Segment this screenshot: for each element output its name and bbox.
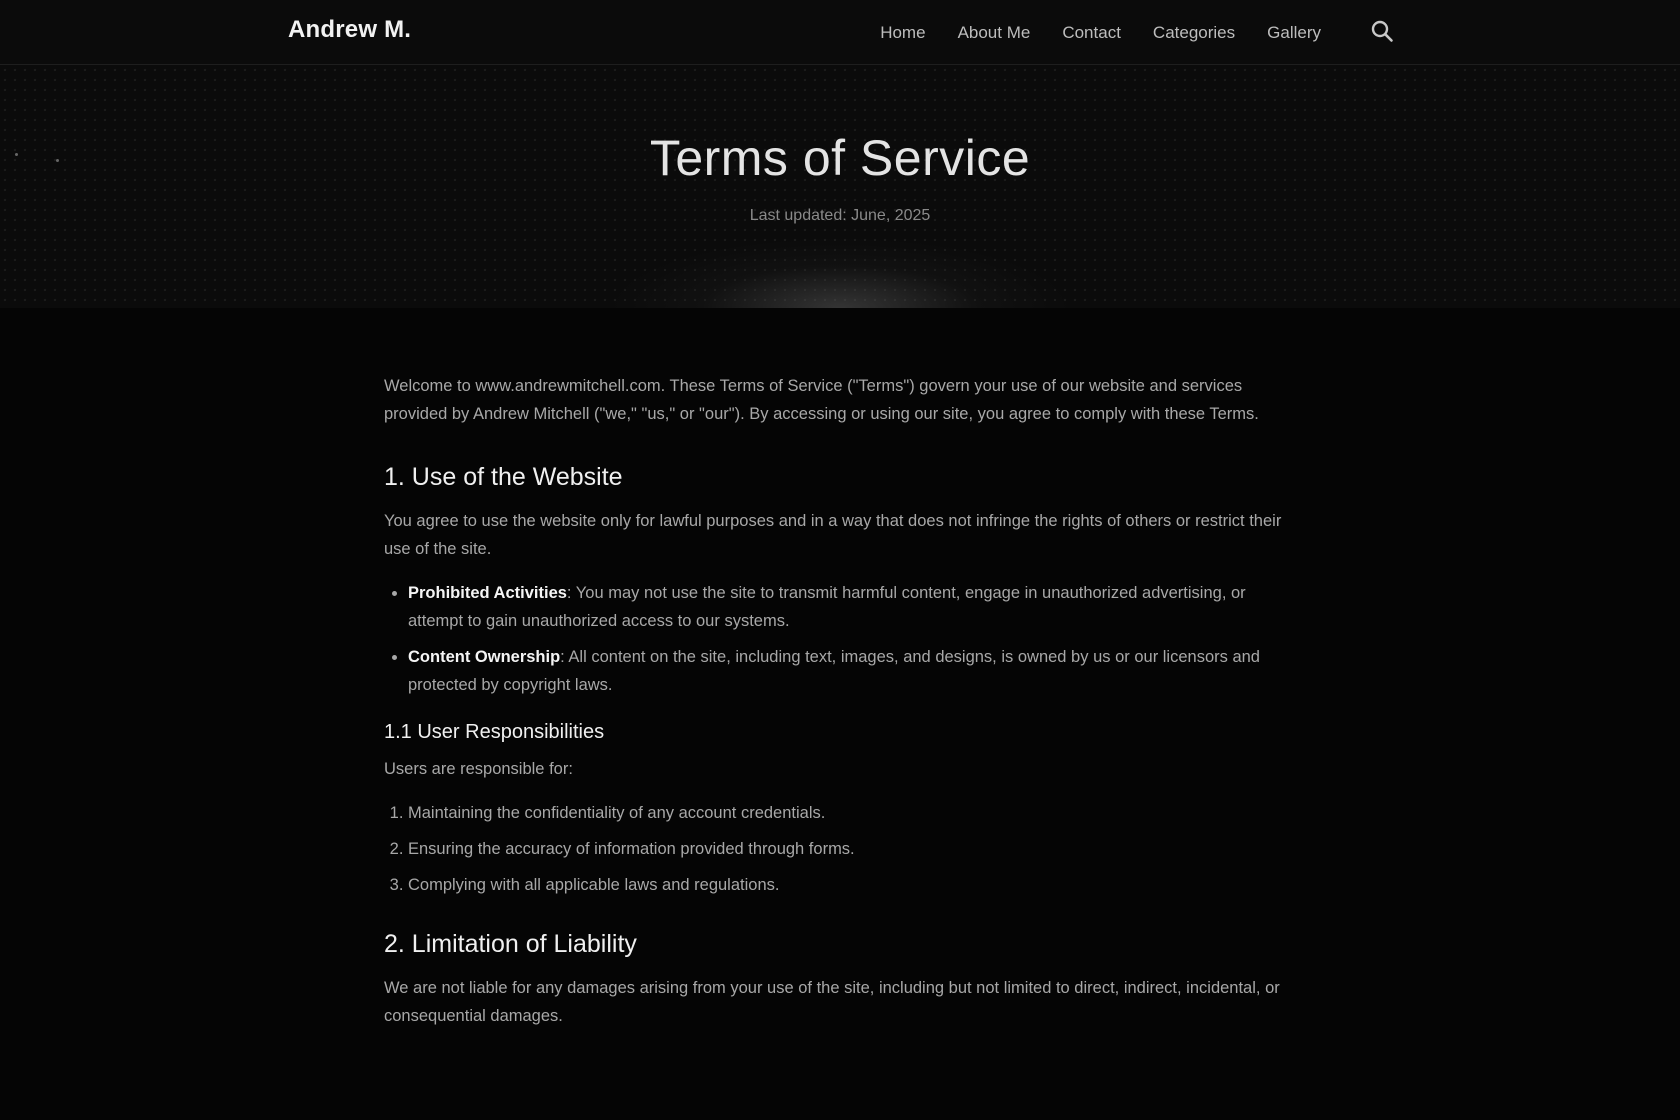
last-updated-text: Last updated: June, 2025 (749, 207, 931, 224)
list-item: 2. Ensuring the accuracy of information provided through forms. (408, 835, 1302, 863)
bullet-text: : You may not use the site to transmit harmful content, engage in unauthorized advertising, or attempt to gain unauthorized access to our systems. (408, 584, 1246, 630)
site-brand-link[interactable]: Andrew M. (288, 16, 412, 43)
subsection-heading-user-responsibilities: 1.1 User Responsibilities (384, 721, 605, 743)
page-title: Terms of Service (649, 130, 1031, 186)
list-item: 1. Maintaining the confidentiality of any account credentials. (408, 799, 1302, 827)
list-item: 3. Complying with all applicable laws and regulations. (408, 871, 1302, 899)
nav-gallery-link[interactable]: Gallery (1267, 22, 1321, 42)
main-nav (880, 0, 1321, 65)
responsibilities-intro: Users are responsible for: (384, 760, 573, 778)
search-icon (1370, 19, 1394, 43)
section-use-text: You agree to use the website only for lawful purposes and in a way that does not infringe the rights of others or restrict their use of the site. (384, 512, 1282, 558)
list-item (408, 643, 1302, 699)
intro-paragraph: Welcome to www.andrewmitchell.com. These Terms of Service ("Terms") govern your use of our website and services provided by Andrew Mitchell ("we," "us," or "our"). By accessing or using our site, you agree to comply with these Terms. (384, 377, 1259, 423)
section-heading-use-of-website: 1. Use of the Website (384, 463, 623, 491)
page-hero (0, 65, 1680, 308)
top-navigation-bar (0, 0, 1680, 65)
nav-contact-link[interactable]: Contact (1062, 22, 1121, 42)
terms-content (384, 372, 1302, 1030)
list-item (408, 579, 1302, 635)
liability-text: We are not liable for any damages arising from your use of the site, including but not limited to direct, indirect, incidental, or consequential damages. (384, 979, 1280, 1025)
section-heading-limitation-of-liability: 2. Limitation of Liability (384, 930, 637, 958)
bullet-term: Content Ownership (408, 648, 561, 666)
use-bullet-list (384, 579, 1302, 699)
responsibilities-list (384, 799, 1302, 899)
search-button[interactable] (1370, 19, 1394, 43)
nav-categories-link[interactable]: Categories (1152, 22, 1236, 42)
nav-home-link[interactable]: Home (880, 22, 926, 42)
nav-about-me-link[interactable]: About Me (957, 22, 1031, 42)
bullet-text: : All content on the site, including text, images, and designs, is owned by us or our licensors and protected by copyright laws. (408, 648, 1260, 694)
bullet-term: Prohibited Activities (408, 584, 567, 602)
